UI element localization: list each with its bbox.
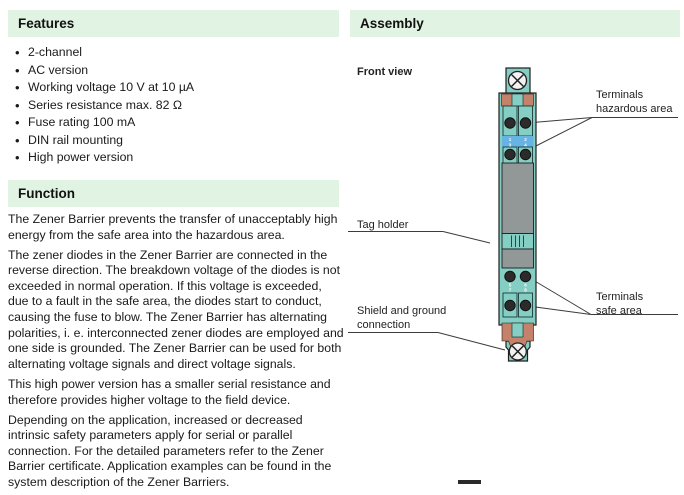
svg-text:6: 6	[524, 282, 527, 288]
assembly-title: Assembly	[360, 16, 424, 31]
terminal-screw	[520, 300, 530, 310]
feature-item: • High power version	[8, 149, 342, 167]
terminal-screw	[520, 118, 530, 128]
svg-text:4: 4	[524, 142, 527, 148]
feature-item: • 2-channel	[8, 44, 342, 62]
callout-line: safe area	[596, 305, 642, 317]
callout-line: connection	[357, 319, 411, 331]
svg-text:7: 7	[508, 287, 512, 293]
feature-item: • DIN rail mounting	[8, 132, 342, 150]
bottom-center-stripe	[512, 323, 523, 337]
feature-item: • AC version	[8, 62, 342, 80]
svg-text:2: 2	[524, 137, 527, 143]
feature-item: • Working voltage 10 V at 10 µA	[8, 79, 342, 97]
terminal-screw	[520, 271, 530, 281]
callout-line: Tag holder	[357, 219, 409, 231]
function-paragraph: The zener diodes in the Zener Barrier are connected in the reverse direction. The breakdown voltage of the diodes is not exceeded in normal operation. If this voltage is exceeded, due to a fault in the safe area, the diodes start to conduct, causing the fuse to blow. The Zener Barrier has alternating polarities, i. e. interconnected zener diodes are employed and one side is grounded. The Zener Barrier can be used for both alternating voltage signals and direct voltage signals.	[8, 247, 344, 371]
terminal-screw	[505, 271, 515, 281]
top-center-stripe	[512, 94, 523, 106]
feature-item: • Fuse rating 100 mA	[8, 114, 342, 132]
features-title: Features	[18, 16, 75, 31]
bottom-screw-icon	[509, 343, 526, 360]
function-title: Function	[18, 186, 75, 201]
callout-line: hazardous area	[596, 103, 673, 115]
top-screw-icon	[509, 72, 527, 90]
tag-holder	[502, 234, 534, 250]
front-view-label: Front view	[357, 66, 413, 78]
svg-text:8: 8	[524, 287, 527, 293]
svg-text:3: 3	[508, 142, 512, 148]
housing-upper	[502, 163, 534, 234]
feature-item: • Series resistance max. 82 Ω	[8, 97, 342, 115]
terminal-number-band	[502, 136, 534, 147]
terminal-screw	[505, 118, 515, 128]
device-front-view	[499, 68, 536, 361]
svg-text:1: 1	[508, 137, 512, 143]
bottom-edge-partial-element	[458, 480, 481, 484]
callout-line: Terminals	[596, 291, 644, 303]
function-paragraph: Depending on the application, increased or decreased intrinsic safety parameters apply for serial or parallel connection. For the detailed parameters refer to the Zener Barrier certificate. Application examples can be found in the system description of the Zener Barriers.	[8, 412, 332, 489]
function-paragraph: This high power version has a smaller serial resistance and therefore provides higher voltage to the field device.	[8, 376, 331, 407]
function-paragraph: The Zener Barrier prevents the transfer of unacceptably high energy from the safe area into the hazardous area.	[8, 212, 338, 242]
callout-line: Terminals	[596, 89, 644, 101]
callout-line: Shield and ground	[357, 305, 447, 317]
housing-lower	[502, 249, 534, 268]
terminal-screw	[505, 300, 515, 310]
terminal-screw	[505, 149, 515, 159]
terminal-screw	[520, 149, 530, 159]
svg-text:5: 5	[508, 282, 512, 288]
